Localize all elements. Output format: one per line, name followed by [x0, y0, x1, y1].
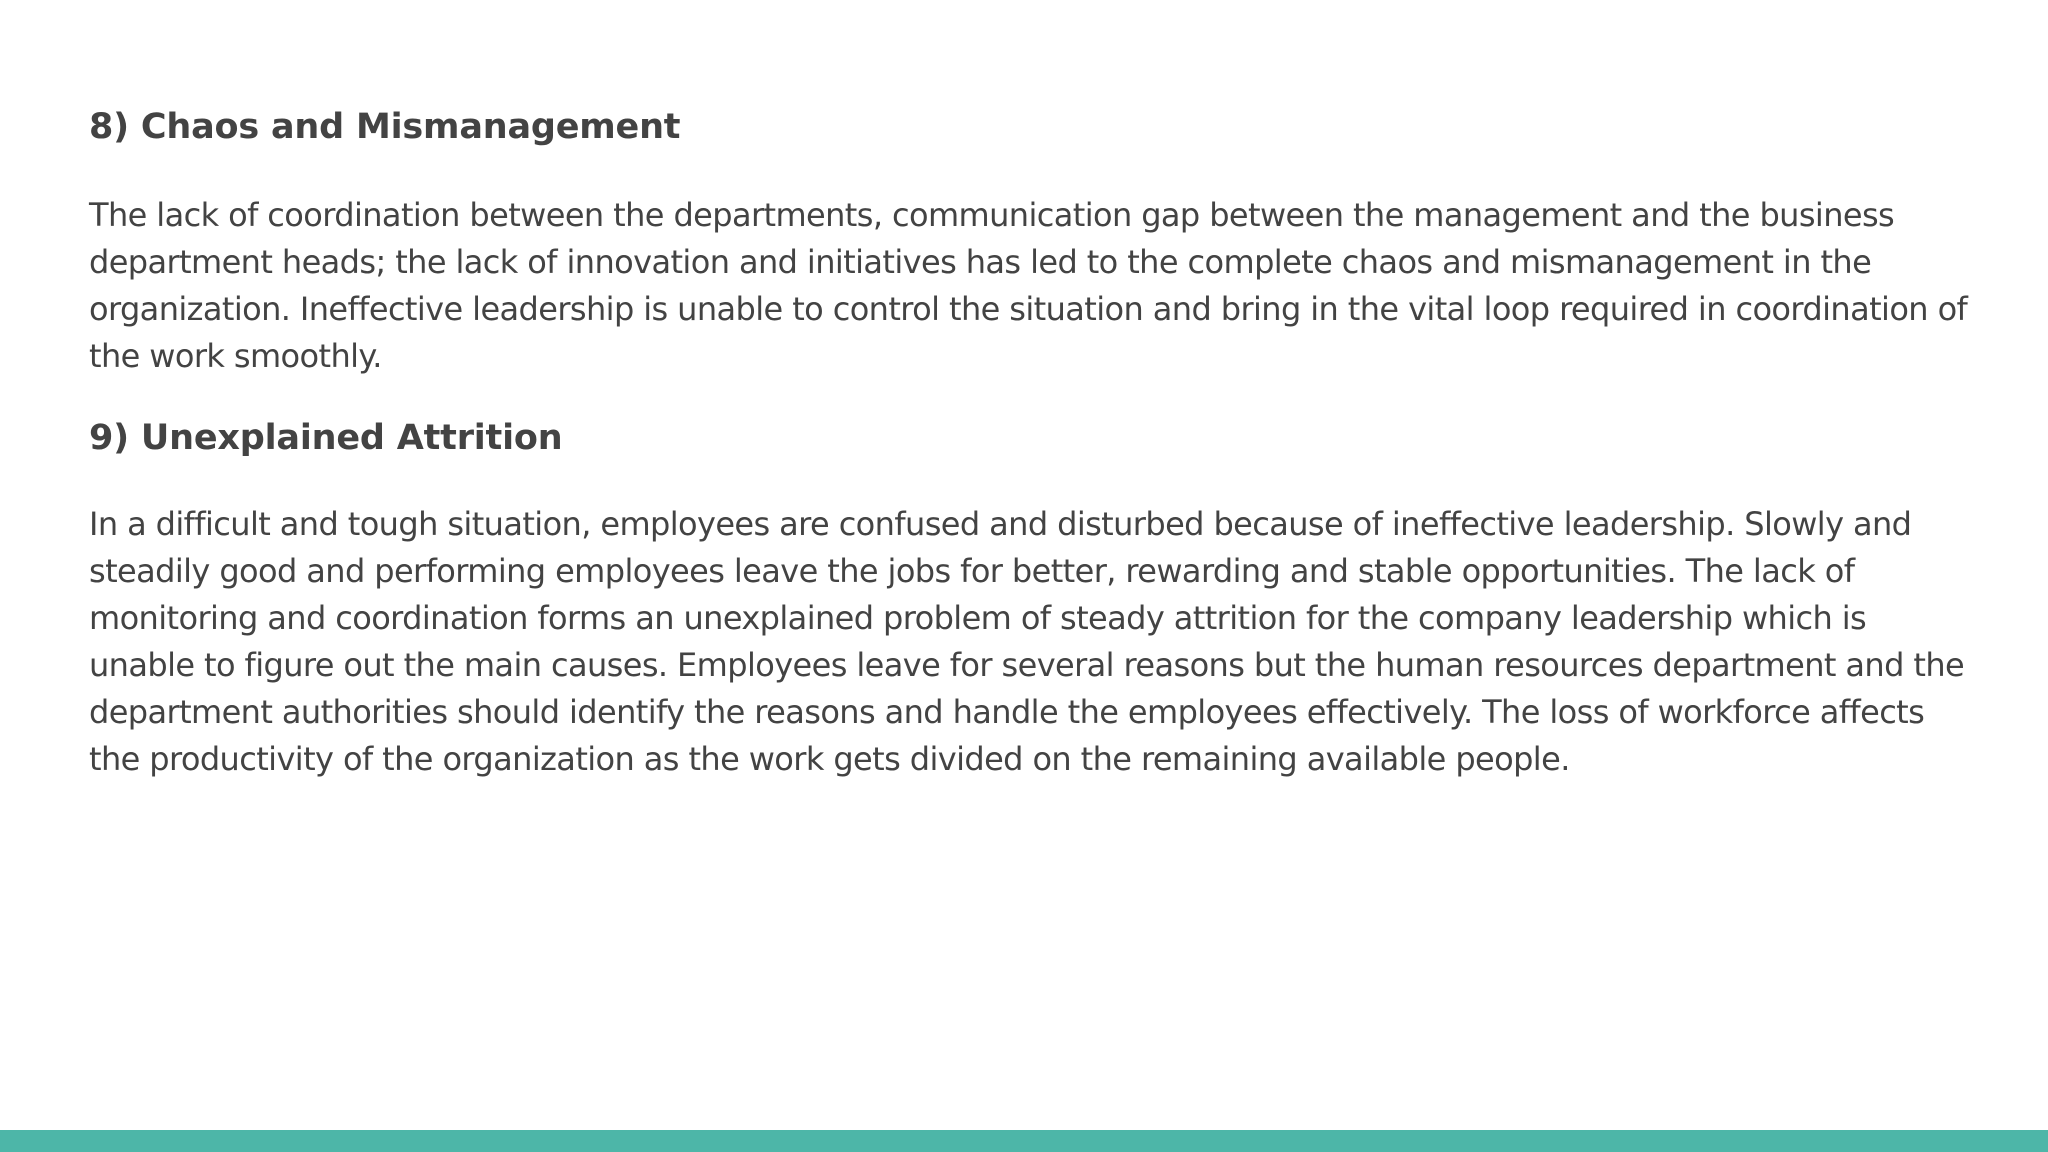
section-body-chaos-mismanagement: The lack of coordination between the departments, communication gap between the management and the business department heads; the lack of innovation and initiatives has led to the complete chaos and mismanagement in the organization. Ineffective leadership is unable to control the situation and bring in the vital loop required in coordination of the work smoothly.: [89, 196, 1968, 375]
section-heading-unexplained-attrition: 9) Unexplained Attrition: [89, 418, 563, 458]
section-heading-chaos-mismanagement: 8) Chaos and Mismanagement: [89, 107, 681, 147]
slide-content: [89, 100, 1979, 783]
footer-accent-bar: [0, 1130, 2048, 1152]
section-body-unexplained-attrition: In a difficult and tough situation, employees are confused and disturbed because of ineffective leadership. Slowly and steadily good and performing employees leave the jobs for better, rewarding and stable opportunities. The lack of monitoring and coordination forms an unexplained problem of steady attrition for the company leadership which is unable to figure out the main causes. Employees leave for several reasons but the human resources department and the department authorities should identify the reasons and handle the employees effectively. The loss of workforce affects the productivity of the organization as the work gets divided on the remaining available people.: [89, 505, 1965, 778]
